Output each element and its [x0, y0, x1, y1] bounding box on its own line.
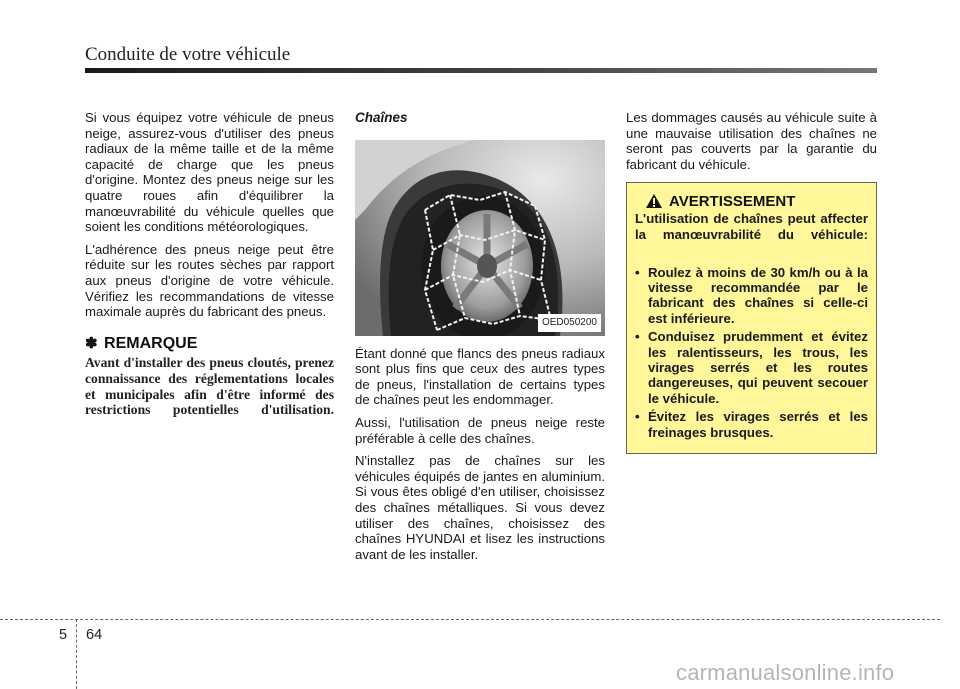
tire-with-chain-illustration [355, 140, 605, 336]
note-heading-label: REMARQUE [104, 334, 198, 352]
warning-item-drive-carefully: • Conduisez prudemment et évitez les ralentisseurs, les trous, les virages serrés et les routes dangereuses, qui peuvent secouer le véhicule. [635, 329, 868, 406]
page-header-title: Conduite de votre véhicule [85, 44, 291, 65]
column-right [626, 110, 877, 454]
paragraph-prefer-snow-tires: Aussi, l'utilisation de pneus neige reste préférable à celle des chaînes. [355, 414, 605, 446]
footer-divider [76, 619, 77, 689]
warning-list [635, 265, 868, 440]
paragraph-warranty: Les dommages causés au véhicule suite à une mauvaise utilisation des chaînes ne seront pas couverts par la garantie du fabricant du véhicule. [626, 110, 877, 172]
warning-intro: L'utilisation de chaînes peut affecter la manœuvrabilité du véhicule: [635, 211, 868, 242]
warning-item-speed: • Roulez à moins de 30 km/h ou à la vitesse recommandée par le fabricant des chaînes si celle-ci est inférieure. [635, 265, 868, 327]
figure-caption: OED050200 [538, 314, 601, 332]
paragraph-aluminium-rims: N'installez pas de chaînes sur les véhicules équipés de jantes en aluminium. Si vous êtes obligé d'en utiliser, choisissez des chaînes métalliques. Si vous devez utiliser des chaînes, choisissez des chaînes HYUNDAI et lisez les instructions avant de les installer. [355, 453, 605, 562]
section-title-chains: Chaînes [355, 110, 408, 125]
warning-title-label: AVERTISSEMENT [669, 192, 796, 210]
header-rule [85, 68, 877, 73]
column-middle [355, 110, 605, 569]
warning-triangle-icon [645, 193, 663, 209]
footer-rule [0, 619, 940, 620]
note-body: Avant d'installer des pneus cloutés, prenez connaissance des réglementations locales et municipales afin d'être informé des restrictions potentielles d'utilisation. [85, 355, 334, 418]
note-star-icon: ✽ [85, 334, 98, 352]
watermark: carmanualsonline.info [676, 660, 895, 685]
paragraph-snow-tire-grip: L'adhérence des pneus neige peut être réduite sur les routes sèches par rapport aux pneus d'origine de votre véhicule. Vérifiez les recommandations de vitesse maximale auprès du fabricant des pneus. [85, 241, 334, 320]
page-number: 64 [86, 627, 103, 643]
paragraph-snow-tires: Si vous équipez votre véhicule de pneus neige, assurez-vous d'utiliser des pneus radiaux de la même taille et de la même capacité de charge que les pneus d'origine. Montez des pneus neige sur les quatre roues afin d'équilibrer la manœuvrabilité du véhicule quelles que soient les conditions météorologiques. [85, 110, 334, 235]
snow-chain-figure [355, 140, 605, 336]
warning-item-avoid-sharp-turns: • Évitez les virages serrés et les freinages brusques. [635, 409, 868, 440]
warning-title [645, 193, 868, 209]
note-heading [85, 336, 334, 352]
paragraph-radial-sidewalls: Étant donné que flancs des pneus radiaux sont plus fins que ceux des autres types de pneus, l'installation de certains types de chaînes peut les endommager. [355, 345, 605, 408]
column-left [85, 110, 334, 440]
warning-box [626, 182, 877, 454]
section-number: 5 [59, 627, 68, 643]
